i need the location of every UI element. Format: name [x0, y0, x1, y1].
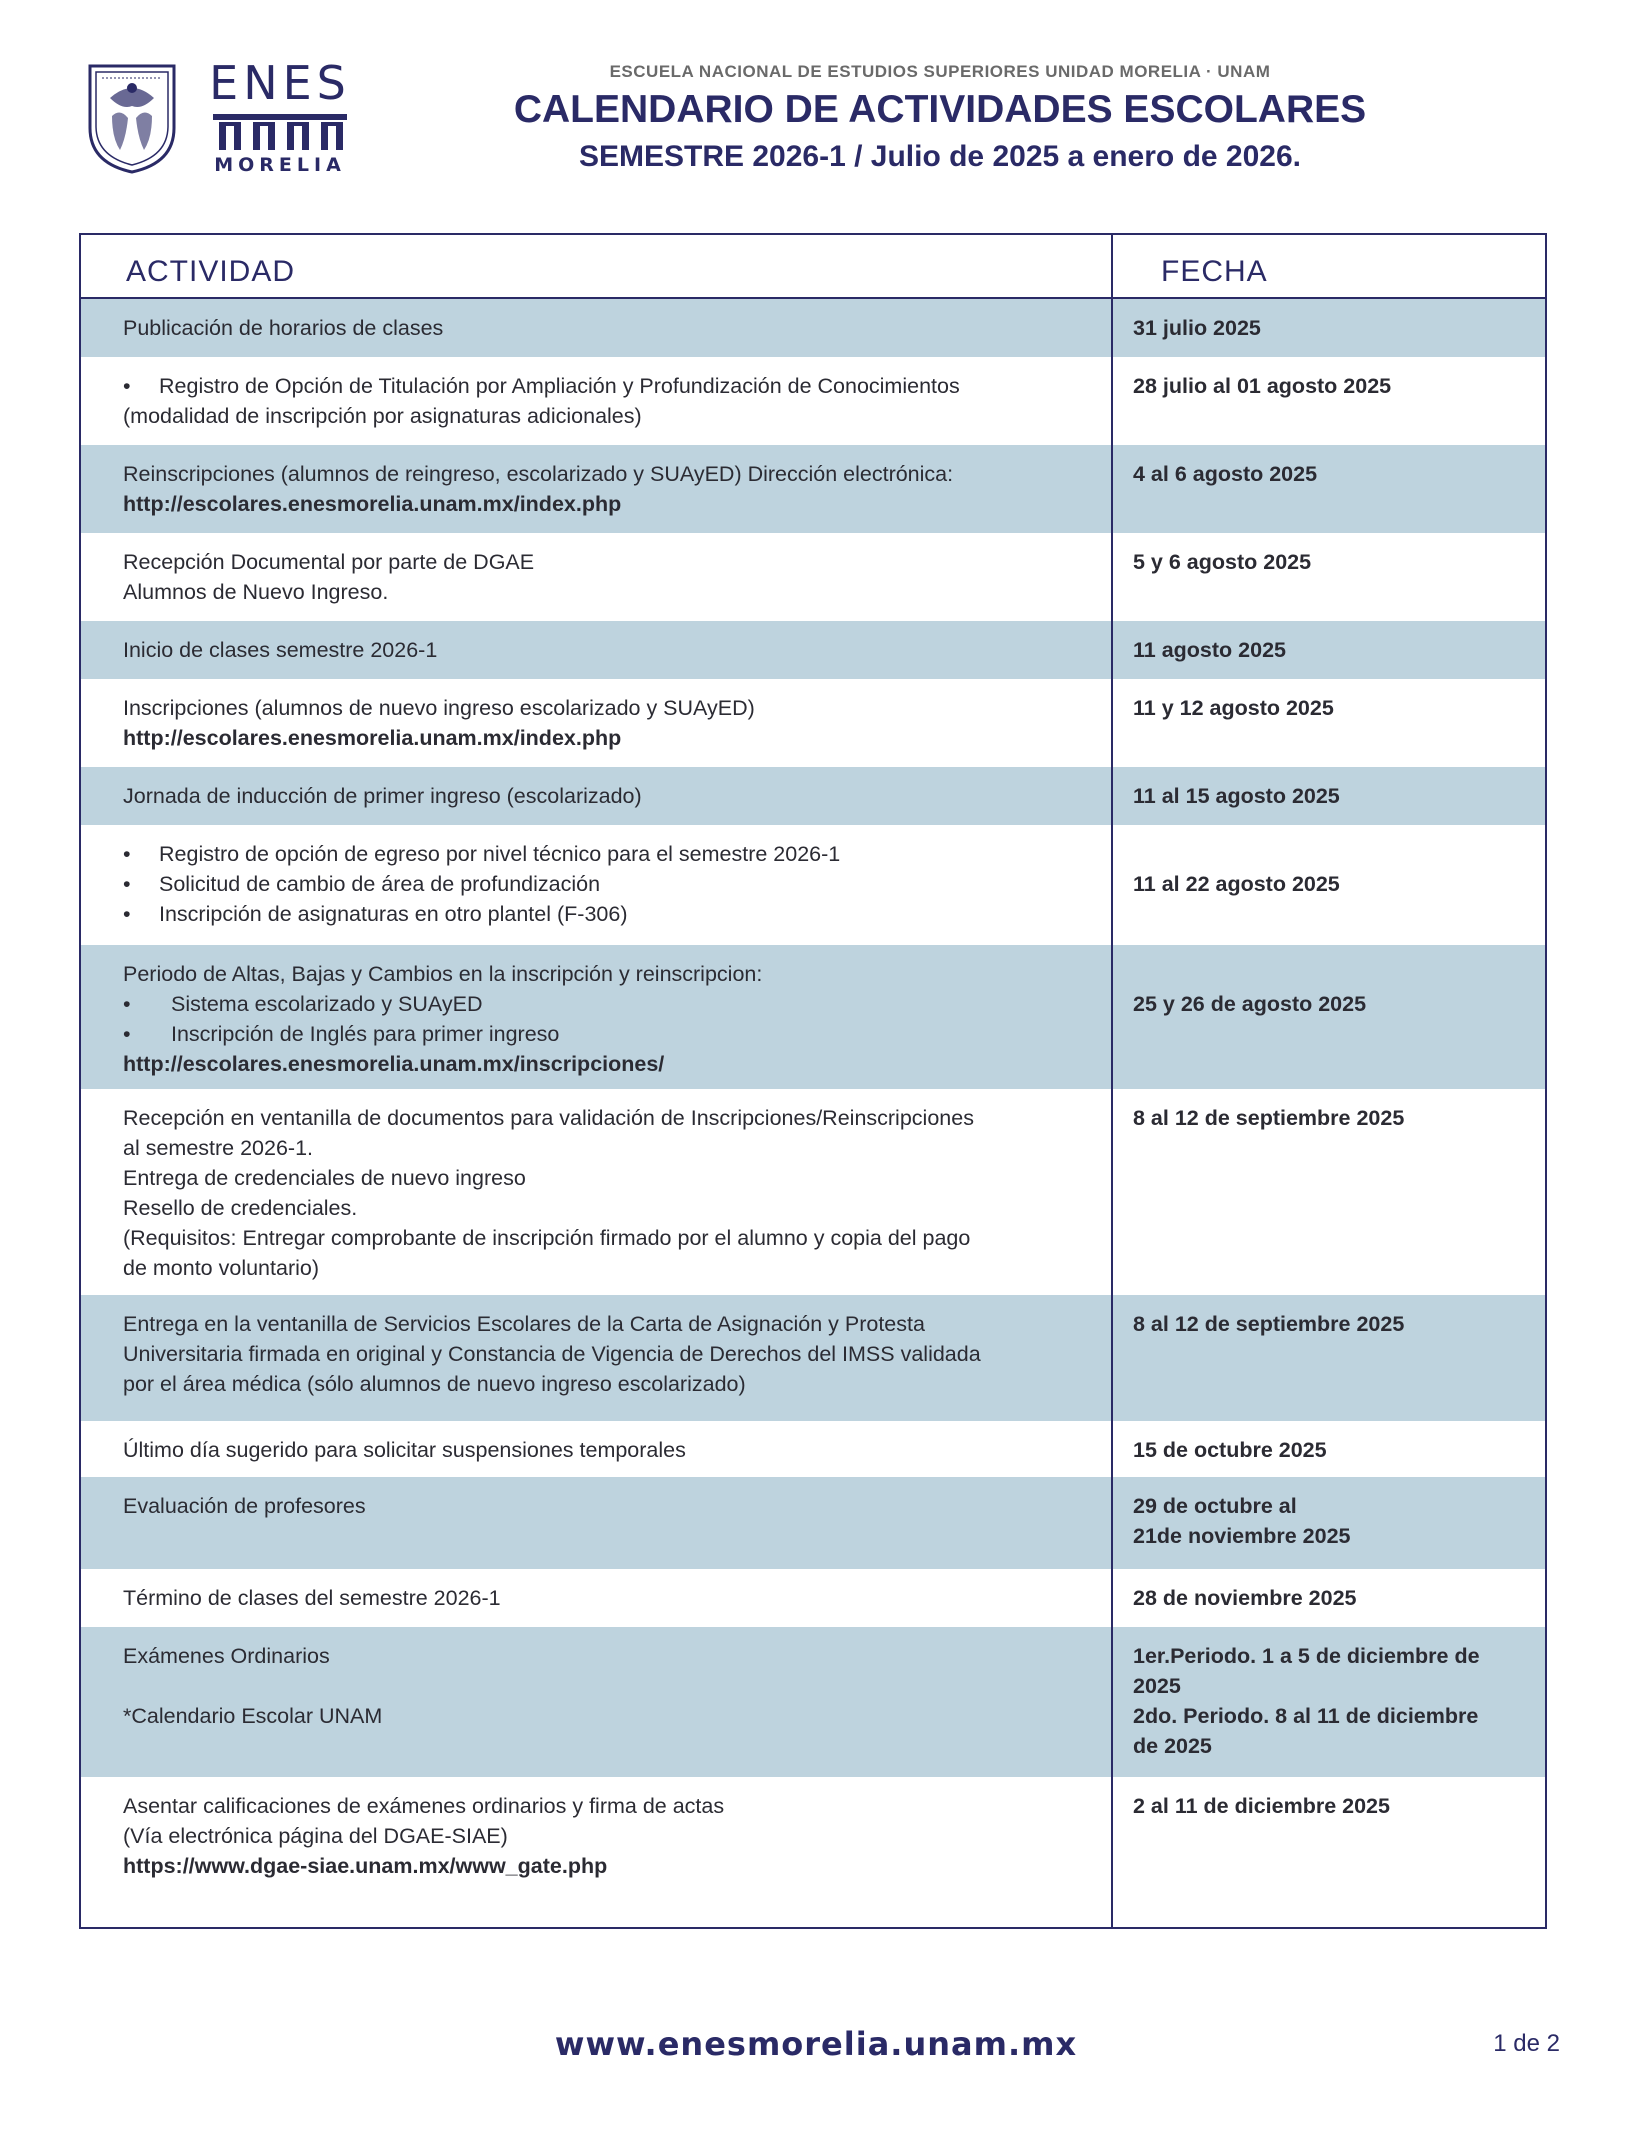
date-line: 2025: [1133, 1674, 1181, 1698]
activity-text: de monto voluntario): [123, 1256, 319, 1280]
activity-text: (Requisitos: Entregar comprobante de inscripción firmado por el alumno y copia del pago: [123, 1226, 971, 1250]
activity-text: Alumnos de Nuevo Ingreso.: [123, 580, 389, 604]
page-header: [0, 0, 1632, 230]
date-cell: 28 de noviembre 2025: [1133, 1586, 1357, 1610]
activity-text: Entrega de credenciales de nuevo ingreso: [123, 1166, 526, 1190]
activity-link[interactable]: http://escolares.enesmorelia.unam.mx/inscripciones/: [123, 1052, 665, 1076]
enes-logo: [205, 58, 355, 178]
date-cell: 28 julio al 01 agosto 2025: [1133, 374, 1392, 398]
table-row: [81, 1627, 1545, 1777]
activity-cell: [123, 459, 1093, 519]
footer-website-link[interactable]: www.enesmorelia.unam.mx: [554, 2025, 1078, 2063]
table-row: [81, 1777, 1545, 1927]
activity-text: (modalidad de inscripción por asignaturas adicionales): [123, 404, 642, 428]
activity-text: [123, 1671, 1093, 1701]
bullet-item: • Solicitud de cambio de área de profundización: [123, 869, 1093, 899]
activity-text: Exámenes Ordinarios: [123, 1644, 330, 1668]
activity-cell: [123, 1309, 1093, 1399]
date-cell: 4 al 6 agosto 2025: [1133, 462, 1318, 486]
activity-text: (Vía electrónica página del DGAE-SIAE): [123, 1824, 508, 1848]
activity-text: Recepción Documental por parte de DGAE: [123, 550, 535, 574]
calendar-table: [79, 233, 1547, 1929]
activity-text: *Calendario Escolar UNAM: [123, 1704, 383, 1728]
date-cell: 31 julio 2025: [1133, 316, 1261, 340]
date-cell: 11 al 15 agosto 2025: [1133, 784, 1340, 808]
date-line: 1er.Periodo. 1 a 5 de diciembre de: [1133, 1644, 1480, 1668]
date-cell: 25 y 26 de agosto 2025: [1133, 992, 1367, 1016]
activity-text: Entrega en la ventanilla de Servicios Escolares de la Carta de Asignación y Protesta: [123, 1312, 925, 1336]
activity-cell: [123, 547, 1093, 607]
activity-text: Reinscripciones (alumnos de reingreso, escolarizado y SUAyED) Dirección electrónica:: [123, 462, 954, 486]
date-cell: 11 agosto 2025: [1133, 638, 1286, 662]
activity-cell: [123, 781, 1093, 811]
activity-text: Resello de credenciales.: [123, 1196, 358, 1220]
column-divider: [1111, 235, 1113, 1927]
logo-text-morelia: MORELIA: [214, 154, 346, 176]
activity-text: Recepción en ventanilla de documentos para validación de Inscripciones/Reinscripciones: [123, 1106, 974, 1130]
activity-text: Jornada de inducción de primer ingreso (escolarizado): [123, 784, 642, 808]
table-row: [81, 945, 1545, 1089]
bullet-item: • Registro de Opción de Titulación por Ampliación y Profundización de Conocimientos: [123, 371, 1093, 401]
activity-text: Término de clases del semestre 2026-1: [123, 1586, 501, 1610]
table-row: [81, 1421, 1545, 1477]
activity-link[interactable]: http://escolares.enesmorelia.unam.mx/index.php: [123, 726, 622, 750]
activity-cell: [123, 1491, 1093, 1521]
activity-text: Universitaria firmada en original y Constancia de Vigencia de Derechos del IMSS validada: [123, 1342, 981, 1366]
activity-cell: [123, 693, 1093, 753]
table-row: [81, 1569, 1545, 1627]
activity-text: Asentar calificaciones de exámenes ordinarios y firma de actas: [123, 1794, 725, 1818]
date-cell: 5 y 6 agosto 2025: [1133, 550, 1312, 574]
school-name: ESCUELA NACIONAL DE ESTUDIOS SUPERIORES UNIDAD MORELIA · UNAM: [609, 62, 1271, 81]
activity-text: Evaluación de profesores: [123, 1494, 366, 1518]
column-header-date: FECHA: [1161, 255, 1268, 288]
date-cell: 8 al 12 de septiembre 2025: [1133, 1106, 1405, 1130]
activity-text: Inscripciones (alumnos de nuevo ingreso escolarizado y SUAyED): [123, 696, 755, 720]
date-cell: 8 al 12 de septiembre 2025: [1133, 1312, 1405, 1336]
table-row: [81, 445, 1545, 533]
activity-text: Periodo de Altas, Bajas y Cambios en la inscripción y reinscripcion:: [123, 962, 763, 986]
table-row: [81, 533, 1545, 621]
date-line: 29 de octubre al: [1133, 1494, 1297, 1518]
bullet-item: • Registro de opción de egreso por nivel técnico para el semestre 2026-1: [123, 839, 1093, 869]
activity-link[interactable]: https://www.dgae-siae.unam.mx/www_gate.php: [123, 1854, 608, 1878]
date-cell: 11 y 12 agosto 2025: [1133, 696, 1334, 720]
table-row: [81, 299, 1545, 357]
bullet-item: • Inscripción de Inglés para primer ingreso: [123, 1019, 1093, 1049]
page-number: 1 de 2: [1493, 2030, 1560, 2057]
bullet-item: • Sistema escolarizado y SUAyED: [123, 989, 1093, 1019]
activity-cell: [123, 1791, 1093, 1881]
activity-text: Publicación de horarios de clases: [123, 316, 444, 340]
activity-cell: [123, 1435, 1093, 1465]
date-line: 21de noviembre 2025: [1133, 1524, 1351, 1548]
date-cell: [1133, 1491, 1533, 1551]
page-title: CALENDARIO DE ACTIVIDADES ESCOLARES: [513, 88, 1367, 131]
unam-seal-icon: [82, 58, 182, 176]
activity-cell: [123, 313, 1093, 343]
activity-cell: [123, 839, 1093, 929]
table-row: [81, 1477, 1545, 1569]
table-row: [81, 679, 1545, 767]
date-cell: 2 al 11 de diciembre 2025: [1133, 1794, 1390, 1818]
date-cell: 15 de octubre 2025: [1133, 1438, 1327, 1462]
activity-text: por el área médica (sólo alumnos de nuevo ingreso escolarizado): [123, 1372, 746, 1396]
activity-cell: [123, 1103, 1093, 1283]
columns-icon: [213, 114, 347, 150]
activity-text: Inicio de clases semestre 2026-1: [123, 638, 438, 662]
activity-text: al semestre 2026-1.: [123, 1136, 314, 1160]
table-row: [81, 621, 1545, 679]
table-row: [81, 825, 1545, 945]
activity-cell: [123, 371, 1093, 431]
activity-cell: [123, 1641, 1093, 1731]
activity-text: Último día sugerido para solicitar suspensiones temporales: [123, 1438, 686, 1462]
table-header: [81, 235, 1545, 299]
activity-cell: [123, 635, 1093, 665]
activity-cell: [123, 1583, 1093, 1613]
table-row: [81, 1089, 1545, 1295]
table-row: [81, 357, 1545, 445]
table-row: [81, 1295, 1545, 1421]
date-line: 2do. Periodo. 8 al 11 de diciembre: [1133, 1704, 1479, 1728]
date-cell: [1133, 1641, 1533, 1761]
date-cell: 11 al 22 agosto 2025: [1133, 872, 1340, 896]
activity-link[interactable]: http://escolares.enesmorelia.unam.mx/index.php: [123, 492, 622, 516]
column-header-activity: ACTIVIDAD: [126, 255, 296, 288]
date-line: de 2025: [1133, 1734, 1212, 1758]
table-row: [81, 767, 1545, 825]
page-subtitle: SEMESTRE 2026-1 / Julio de 2025 a enero de 2026.: [578, 140, 1301, 173]
bullet-item: • Inscripción de asignaturas en otro plantel (F-306): [123, 899, 1093, 929]
logo-text-enes: ENES: [209, 56, 351, 110]
activity-cell: [123, 959, 1093, 1079]
